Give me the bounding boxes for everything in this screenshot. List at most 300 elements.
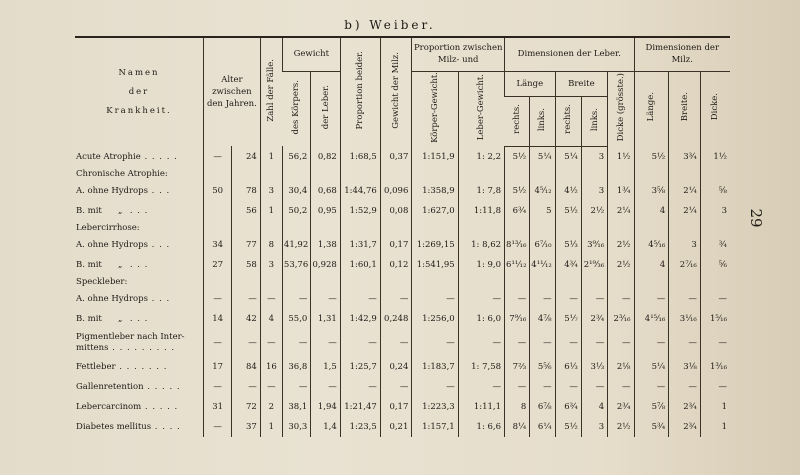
cell-leber	[311, 275, 340, 289]
cell-laenge-links	[530, 275, 555, 289]
cell-prop: —	[340, 329, 380, 357]
cell-alter-bis: 37	[232, 417, 260, 437]
header-laenge: Länge	[505, 71, 556, 96]
cell-laenge-links: —	[530, 377, 555, 397]
cell-laenge-rechts	[505, 221, 530, 235]
header-gewicht-koerper: des Körpers.	[291, 79, 302, 135]
table-row	[75, 289, 730, 309]
cell-breite-links: 2¹⁹⁄₃₆	[581, 255, 607, 275]
cell-dicke: 2³⁄₁₆	[608, 309, 634, 329]
cell-milz-breite: 2¾	[669, 397, 701, 417]
cell-koerper: —	[282, 289, 310, 309]
cell-prop-leber	[458, 275, 504, 289]
cell-koerper	[282, 221, 310, 235]
cell-prop	[340, 221, 380, 235]
cell-laenge-rechts: —	[505, 289, 530, 309]
header-breite-links: links.	[581, 96, 607, 146]
cell-milz-laenge	[634, 275, 669, 289]
cell-prop: 1:42,9	[340, 309, 380, 329]
cell-koerper: 53,76	[282, 255, 310, 275]
cell-prop-leber: 1:11,1	[458, 397, 504, 417]
cell-prop-koerper: 1:183,7	[412, 357, 458, 377]
cell-koerper: 38,1	[282, 397, 310, 417]
cell-dicke: 2½	[608, 235, 634, 255]
cell-prop-koerper: —	[412, 377, 458, 397]
header-dimensionen-milz: Dimensionen der Milz.	[634, 37, 730, 71]
cell-milz-laenge: 5¼	[634, 357, 669, 377]
cell-breite-rechts: 5½	[555, 417, 581, 437]
cell-alter-bis: 56	[232, 201, 260, 221]
cell-milz-dicke: 1³⁄₁₆	[700, 357, 730, 377]
header-breite: Breite	[555, 71, 608, 96]
cell-laenge-rechts: —	[505, 377, 530, 397]
cell-breite-rechts: 6¾	[555, 397, 581, 417]
cell-prop-leber: 1:11,8	[458, 201, 504, 221]
cell-alter-bis: 72	[232, 397, 260, 417]
cell-prop-leber: —	[458, 289, 504, 309]
cell-zahl: 1	[260, 417, 282, 437]
cell-laenge-rechts: 7⅔	[505, 357, 530, 377]
header-proportion-milz: Proportion zwischen Milz- und	[412, 37, 505, 71]
cell-milz	[380, 275, 412, 289]
header-zahl: Zahl der Fälle.	[260, 37, 282, 146]
cell-prop-koerper: 1:256,0	[412, 309, 458, 329]
cell-zahl	[260, 221, 282, 235]
cell-milz-laenge: 5¾	[634, 417, 669, 437]
cell-milz-laenge: 4⁵⁄₁₆	[634, 235, 669, 255]
row-label: B. mit „ . . .	[76, 205, 149, 216]
header-alter: Alter zwischen den Jahren.	[203, 37, 260, 146]
cell-zahl: 1	[260, 146, 282, 167]
cell-breite-rechts: 4½	[555, 181, 581, 201]
cell-laenge-links: 6¼	[530, 417, 555, 437]
cell-milz-breite	[669, 275, 701, 289]
cell-alter-von: —	[203, 146, 231, 167]
cell-milz-dicke: —	[700, 289, 730, 309]
cell-prop	[340, 275, 380, 289]
cell-prop-leber: 1: 2,2	[458, 146, 504, 167]
cell-milz: —	[380, 329, 412, 357]
cell-alter-bis: 42	[232, 309, 260, 329]
cell-milz-breite: 2¾	[669, 417, 701, 437]
cell-laenge-rechts: 5½	[505, 181, 530, 201]
cell-breite-links: 4	[581, 397, 607, 417]
cell-prop-koerper: 1:151,9	[412, 146, 458, 167]
cell-zahl: 8	[260, 235, 282, 255]
row-label: Acute Atrophie . . . . .	[76, 151, 178, 162]
cell-milz-dicke: 1⁵⁄₁₆	[700, 309, 730, 329]
cell-dicke	[608, 221, 634, 235]
cell-milz-laenge: —	[634, 289, 669, 309]
cell-leber: 1,4	[311, 417, 340, 437]
cell-prop-leber: 1: 7,8	[458, 181, 504, 201]
cell-milz: —	[380, 289, 412, 309]
cell-dicke	[608, 275, 634, 289]
cell-milz: 0,248	[380, 309, 412, 329]
cell-leber: 0,82	[311, 146, 340, 167]
cell-prop-leber: —	[458, 329, 504, 357]
cell-laenge-links: 5¼	[530, 146, 555, 167]
cell-laenge-links: 4¹¹⁄₁₂	[530, 255, 555, 275]
cell-milz: 0,08	[380, 201, 412, 221]
cell-leber: 0,95	[311, 201, 340, 221]
table-group-heading	[75, 221, 730, 235]
row-label: Speckleber:	[76, 276, 128, 287]
cell-breite-rechts: —	[555, 289, 581, 309]
cell-laenge-links: 5	[530, 201, 555, 221]
cell-alter-bis: 58	[232, 255, 260, 275]
table-row	[75, 201, 730, 221]
cell-milz-laenge: 4	[634, 255, 669, 275]
cell-milz-laenge	[634, 221, 669, 235]
cell-koerper: —	[282, 377, 310, 397]
cell-milz-laenge: —	[634, 329, 669, 357]
cell-laenge-rechts	[505, 275, 530, 289]
cell-prop-koerper: 1:627,0	[412, 201, 458, 221]
cell-prop-koerper: 1:223,3	[412, 397, 458, 417]
cell-milz-dicke	[700, 221, 730, 235]
cell-laenge-rechts: 5½	[505, 146, 530, 167]
cell-alter-bis: 78	[232, 181, 260, 201]
cell-breite-rechts: 4¾	[555, 255, 581, 275]
cell-prop-koerper: —	[412, 289, 458, 309]
cell-leber	[311, 167, 340, 181]
cell-milz-dicke	[700, 275, 730, 289]
cell-breite-rechts	[555, 167, 581, 181]
cell-milz-breite	[669, 167, 701, 181]
cell-koerper	[282, 275, 310, 289]
cell-breite-links: —	[581, 289, 607, 309]
cell-laenge-links: 4⅞	[530, 309, 555, 329]
cell-dicke: —	[608, 377, 634, 397]
cell-laenge-links	[530, 167, 555, 181]
row-label: Gallenretention . . . . .	[76, 381, 181, 392]
cell-zahl: —	[260, 377, 282, 397]
data-table	[75, 36, 730, 437]
cell-breite-links: 2¾	[581, 309, 607, 329]
cell-breite-rechts	[555, 221, 581, 235]
cell-alter-bis: 24	[232, 146, 260, 167]
cell-laenge-links: —	[530, 289, 555, 309]
cell-dicke: 2¾	[608, 397, 634, 417]
cell-dicke: —	[608, 329, 634, 357]
cell-zahl: 16	[260, 357, 282, 377]
cell-koerper: 36,8	[282, 357, 310, 377]
cell-laenge-rechts: —	[505, 329, 530, 357]
cell-alter-bis	[232, 275, 260, 289]
cell-breite-links: —	[581, 377, 607, 397]
cell-alter-von	[203, 221, 231, 235]
row-label: Fettleber . . . . . . .	[76, 361, 168, 372]
cell-milz-dicke: 1	[700, 397, 730, 417]
cell-alter-von: —	[203, 417, 231, 437]
header-laenge-links: links.	[530, 96, 555, 146]
header-dimensionen-leber: Dimensionen der Leber.	[505, 37, 635, 71]
cell-milz-laenge: 3⅝	[634, 181, 669, 201]
row-label: B. mit „ . . .	[76, 313, 149, 324]
cell-alter-von: —	[203, 329, 231, 357]
cell-dicke: —	[608, 289, 634, 309]
table-row	[75, 235, 730, 255]
table-row	[75, 357, 730, 377]
cell-koerper: 56,2	[282, 146, 310, 167]
cell-zahl	[260, 167, 282, 181]
cell-alter-von: —	[203, 289, 231, 309]
cell-breite-links: 3⅓	[581, 357, 607, 377]
cell-milz-breite: —	[669, 329, 701, 357]
cell-prop: 1:68,5	[340, 146, 380, 167]
cell-prop-leber: —	[458, 377, 504, 397]
cell-milz-dicke	[700, 167, 730, 181]
header-milz-breite: Breite.	[669, 71, 701, 146]
cell-breite-rechts: 5½	[555, 201, 581, 221]
header-name-line-2: der	[128, 86, 150, 97]
cell-alter-bis: —	[232, 329, 260, 357]
cell-milz	[380, 221, 412, 235]
cell-alter-von	[203, 275, 231, 289]
cell-laenge-rechts: 8	[505, 397, 530, 417]
table-row	[75, 181, 730, 201]
cell-prop: 1:44,76	[340, 181, 380, 201]
cell-prop: 1:23,5	[340, 417, 380, 437]
cell-alter-von	[203, 167, 231, 181]
cell-milz-breite: 3¹⁄₁₆	[669, 309, 701, 329]
cell-milz-breite: 2⁷⁄₁₆	[669, 255, 701, 275]
cell-koerper: —	[282, 329, 310, 357]
cell-breite-rechts: 5¼	[555, 146, 581, 167]
table-row	[75, 329, 730, 357]
cell-leber: —	[311, 289, 340, 309]
cell-leber: 1,5	[311, 357, 340, 377]
cell-prop: —	[340, 289, 380, 309]
row-label: B. mit „ . . .	[76, 259, 149, 270]
cell-prop-koerper: —	[412, 329, 458, 357]
cell-prop-leber	[458, 221, 504, 235]
header-gewicht-leber: der Leber.	[311, 71, 340, 146]
cell-breite-rechts: —	[555, 377, 581, 397]
table-caption: b) Weiber.	[344, 18, 436, 32]
cell-breite-rechts: —	[555, 329, 581, 357]
cell-breite-rechts: 5⅓	[555, 235, 581, 255]
cell-zahl: 2	[260, 397, 282, 417]
cell-zahl: 3	[260, 181, 282, 201]
row-label: Chronische Atrophie:	[76, 168, 168, 179]
cell-alter-bis: 77	[232, 235, 260, 255]
cell-prop-koerper: 1:358,9	[412, 181, 458, 201]
cell-milz-breite	[669, 221, 701, 235]
cell-alter-von: 34	[203, 235, 231, 255]
table-group-heading	[75, 275, 730, 289]
cell-leber: —	[311, 377, 340, 397]
cell-milz: 0,17	[380, 397, 412, 417]
cell-dicke	[608, 167, 634, 181]
header-name-line-3: Krankheit.	[106, 105, 172, 116]
cell-alter-bis: —	[232, 377, 260, 397]
header-gewicht: Gewicht	[282, 37, 340, 71]
cell-prop: —	[340, 377, 380, 397]
table-row	[75, 255, 730, 275]
cell-laenge-links: —	[530, 329, 555, 357]
header-prop-leber: Leber-Gewicht.	[458, 71, 504, 146]
cell-breite-links	[581, 167, 607, 181]
table-row	[75, 146, 730, 167]
cell-alter-von: 31	[203, 397, 231, 417]
header-milz-laenge: Länge.	[634, 71, 669, 146]
cell-prop-koerper: 1:269,15	[412, 235, 458, 255]
header-laenge-rechts: rechts.	[505, 96, 530, 146]
cell-leber: 1,94	[311, 397, 340, 417]
cell-koerper	[282, 167, 310, 181]
cell-prop-koerper	[412, 275, 458, 289]
cell-breite-links: 3	[581, 146, 607, 167]
cell-leber	[311, 221, 340, 235]
cell-milz: 0,37	[380, 146, 412, 167]
table-body	[75, 146, 730, 437]
cell-zahl	[260, 275, 282, 289]
cell-breite-links	[581, 221, 607, 235]
cell-leber: 0,68	[311, 181, 340, 201]
cell-prop-koerper: 1:157,1	[412, 417, 458, 437]
cell-milz-breite: —	[669, 289, 701, 309]
cell-laenge-links: 6⁷⁄₁₀	[530, 235, 555, 255]
header-name	[75, 37, 203, 146]
cell-milz-breite: 2¼	[669, 201, 701, 221]
cell-alter-bis: —	[232, 289, 260, 309]
cell-koerper: 30,4	[282, 181, 310, 201]
cell-zahl: —	[260, 329, 282, 357]
cell-milz: 0,17	[380, 235, 412, 255]
cell-prop-leber: 1: 7,58	[458, 357, 504, 377]
cell-leber: —	[311, 329, 340, 357]
cell-breite-links: 3	[581, 181, 607, 201]
row-label: Diabetes mellitus . . . .	[76, 421, 181, 432]
header-dicke: Dicke (grösste.)	[608, 71, 634, 146]
cell-laenge-links: 6⅞	[530, 397, 555, 417]
cell-zahl: —	[260, 289, 282, 309]
cell-prop: 1:60,1	[340, 255, 380, 275]
cell-alter-von: 17	[203, 357, 231, 377]
cell-leber: 0,928	[311, 255, 340, 275]
cell-milz-laenge: 5½	[634, 146, 669, 167]
header-breite-rechts: rechts.	[555, 96, 581, 146]
cell-prop: 1:52,9	[340, 201, 380, 221]
cell-laenge-rechts	[505, 167, 530, 181]
cell-alter-bis: 84	[232, 357, 260, 377]
table-group-heading	[75, 167, 730, 181]
cell-milz-laenge	[634, 167, 669, 181]
cell-milz-laenge: 4	[634, 201, 669, 221]
cell-alter-von: 27	[203, 255, 231, 275]
cell-milz-breite: —	[669, 377, 701, 397]
row-label: A. ohne Hydrops . . .	[76, 293, 171, 304]
cell-prop-koerper: 1:541,95	[412, 255, 458, 275]
cell-milz-laenge: 4¹⁵⁄₁₆	[634, 309, 669, 329]
cell-leber: 1,31	[311, 309, 340, 329]
cell-breite-rechts: 6⅓	[555, 357, 581, 377]
cell-breite-links	[581, 275, 607, 289]
cell-zahl: 4	[260, 309, 282, 329]
cell-laenge-links: 4⁵⁄₁₂	[530, 181, 555, 201]
cell-prop: 1:25,7	[340, 357, 380, 377]
cell-milz-breite: 3¾	[669, 146, 701, 167]
cell-zahl: 1	[260, 201, 282, 221]
row-label: A. ohne Hydrops . . .	[76, 185, 171, 196]
row-label: Lebercirrhose:	[76, 222, 140, 233]
cell-prop-leber: 1: 6,0	[458, 309, 504, 329]
cell-koerper: 41,92	[282, 235, 310, 255]
cell-milz	[380, 167, 412, 181]
cell-milz-dicke: ⅚	[700, 255, 730, 275]
cell-prop	[340, 167, 380, 181]
cell-milz: 0,12	[380, 255, 412, 275]
cell-breite-links: 3	[581, 417, 607, 437]
cell-prop-koerper	[412, 167, 458, 181]
cell-dicke: 2½	[608, 417, 634, 437]
cell-milz-breite: 3	[669, 235, 701, 255]
header-prop-koerper: Körper-Gewicht.	[412, 71, 458, 146]
cell-milz-breite: 3⅛	[669, 357, 701, 377]
cell-laenge-links	[530, 221, 555, 235]
cell-milz-laenge: 5⅞	[634, 397, 669, 417]
cell-alter-von: 14	[203, 309, 231, 329]
cell-milz-breite: 2¼	[669, 181, 701, 201]
cell-laenge-rechts: 6¾	[505, 201, 530, 221]
row-label: Lebercarcinom . . . . .	[76, 401, 179, 412]
cell-laenge-rechts: 8¼	[505, 417, 530, 437]
cell-dicke: 2¼	[608, 201, 634, 221]
page-number: 29	[747, 208, 765, 228]
cell-breite-rechts	[555, 275, 581, 289]
cell-alter-bis	[232, 221, 260, 235]
cell-milz: —	[380, 377, 412, 397]
cell-alter-von: 50	[203, 181, 231, 201]
cell-zahl: 3	[260, 255, 282, 275]
cell-breite-links: 3⁹⁄₁₆	[581, 235, 607, 255]
table-row	[75, 417, 730, 437]
cell-alter-von	[203, 201, 231, 221]
cell-milz-dicke: 3	[700, 201, 730, 221]
cell-milz-dicke: —	[700, 377, 730, 397]
cell-milz: 0,096	[380, 181, 412, 201]
cell-dicke: 2½	[608, 255, 634, 275]
header-name-line-1: Namen	[118, 67, 160, 78]
cell-koerper: 55,0	[282, 309, 310, 329]
cell-milz-laenge: —	[634, 377, 669, 397]
cell-laenge-rechts: 6¹¹⁄₁₂	[505, 255, 530, 275]
table-row	[75, 377, 730, 397]
cell-laenge-rechts: 8¹³⁄₁₆	[505, 235, 530, 255]
cell-prop-leber: 1: 8,62	[458, 235, 504, 255]
cell-prop: 1:31,7	[340, 235, 380, 255]
row-label: Pigmentleber nach Inter- mittens . . . . . . . . .	[76, 331, 185, 353]
row-label: A. ohne Hydrops . . .	[76, 239, 171, 250]
cell-koerper: 50,2	[282, 201, 310, 221]
cell-prop-koerper	[412, 221, 458, 235]
cell-milz: 0,21	[380, 417, 412, 437]
header-gewicht-milz: Gewicht der Milz.	[380, 37, 412, 146]
header-milz-dicke: Dicke.	[700, 71, 730, 146]
cell-milz-dicke: 1	[700, 417, 730, 437]
cell-prop-leber: 1: 9,0	[458, 255, 504, 275]
cell-breite-links: 2½	[581, 201, 607, 221]
cell-milz-dicke: ¾	[700, 235, 730, 255]
cell-laenge-rechts: 7⁹⁄₁₆	[505, 309, 530, 329]
cell-breite-rechts: 5⅐	[555, 309, 581, 329]
cell-prop: 1:21,47	[340, 397, 380, 417]
cell-milz-dicke: ⅝	[700, 181, 730, 201]
cell-koerper: 30,3	[282, 417, 310, 437]
table-row	[75, 309, 730, 329]
